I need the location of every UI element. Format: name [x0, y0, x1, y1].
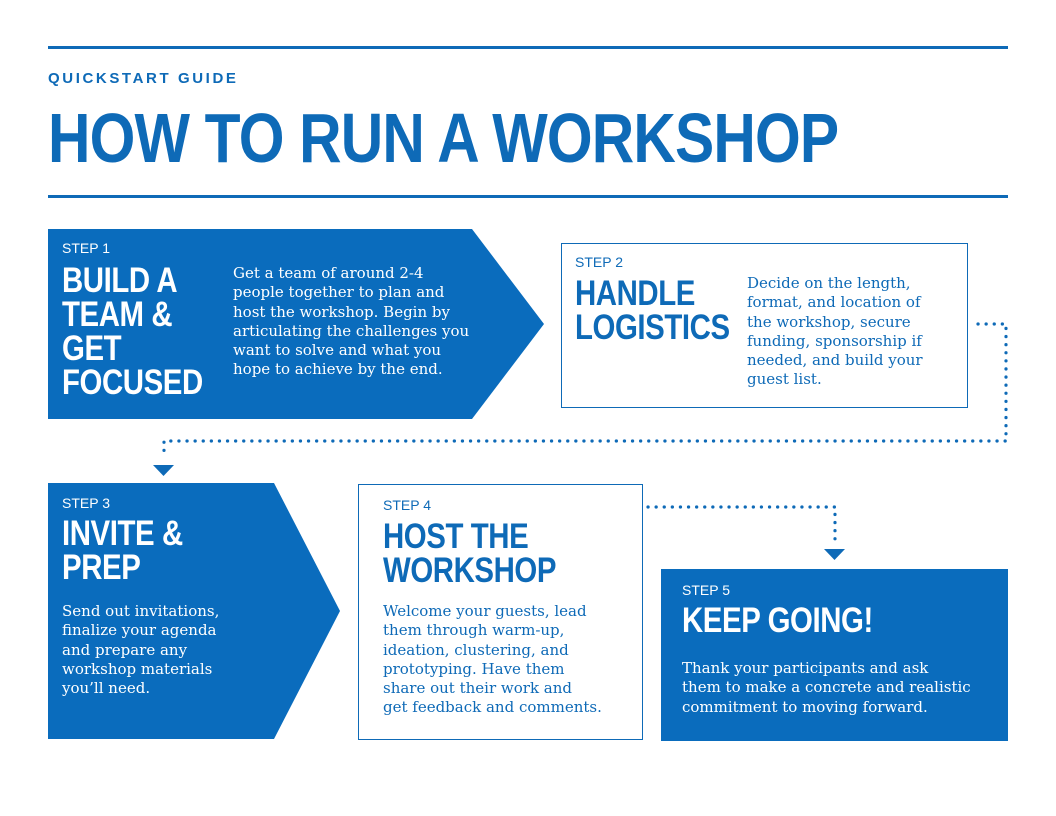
step-3-title: INVITE & PREP — [62, 514, 183, 587]
connector-step2-to-step3 — [164, 324, 1006, 455]
step-1-label: STEP 1 — [62, 240, 110, 256]
step-3-description: Send out invitations, finalize your agenda and prepare any workshop materials you’ll need. — [62, 602, 220, 698]
step-5-title: KEEP GOING! — [682, 601, 873, 640]
step-1-title: BUILD A TEAM & GET FOCUSED — [62, 261, 203, 402]
guide-kicker: QUICKSTART GUIDE — [48, 70, 239, 87]
step-2-label: STEP 2 — [575, 254, 623, 270]
step-2-description: Decide on the length, format, and location of the workshop, secure funding, sponsorship if needed, and build your guest list. — [747, 274, 923, 389]
step-3-label: STEP 3 — [62, 495, 110, 511]
step-2-title: HANDLE LOGISTICS — [575, 274, 730, 347]
step-4-description: Welcome your guests, lead them through warm-up, ideation, clustering, and prototyping. Have them share out their work and get feedback and comments. — [383, 602, 602, 717]
step-4-label: STEP 4 — [383, 497, 431, 513]
step-5-description: Thank your participants and ask them to make a concrete and realistic commitment to moving forward. — [682, 659, 971, 716]
page-title: HOW TO RUN A WORKSHOP — [48, 99, 839, 177]
arrowhead-to-step-3 — [153, 465, 174, 476]
step-1-description: Get a team of around 2-4 people together to plan and host the workshop. Begin by articulating the challenges you want to solve and what you hope to achieve by the end. — [233, 264, 470, 379]
step-5-label: STEP 5 — [682, 582, 730, 598]
arrowhead-to-step-5 — [824, 549, 845, 560]
step-4-title: HOST THE WORKSHOP — [383, 517, 557, 590]
connector-step4-to-step5 — [648, 507, 835, 541]
